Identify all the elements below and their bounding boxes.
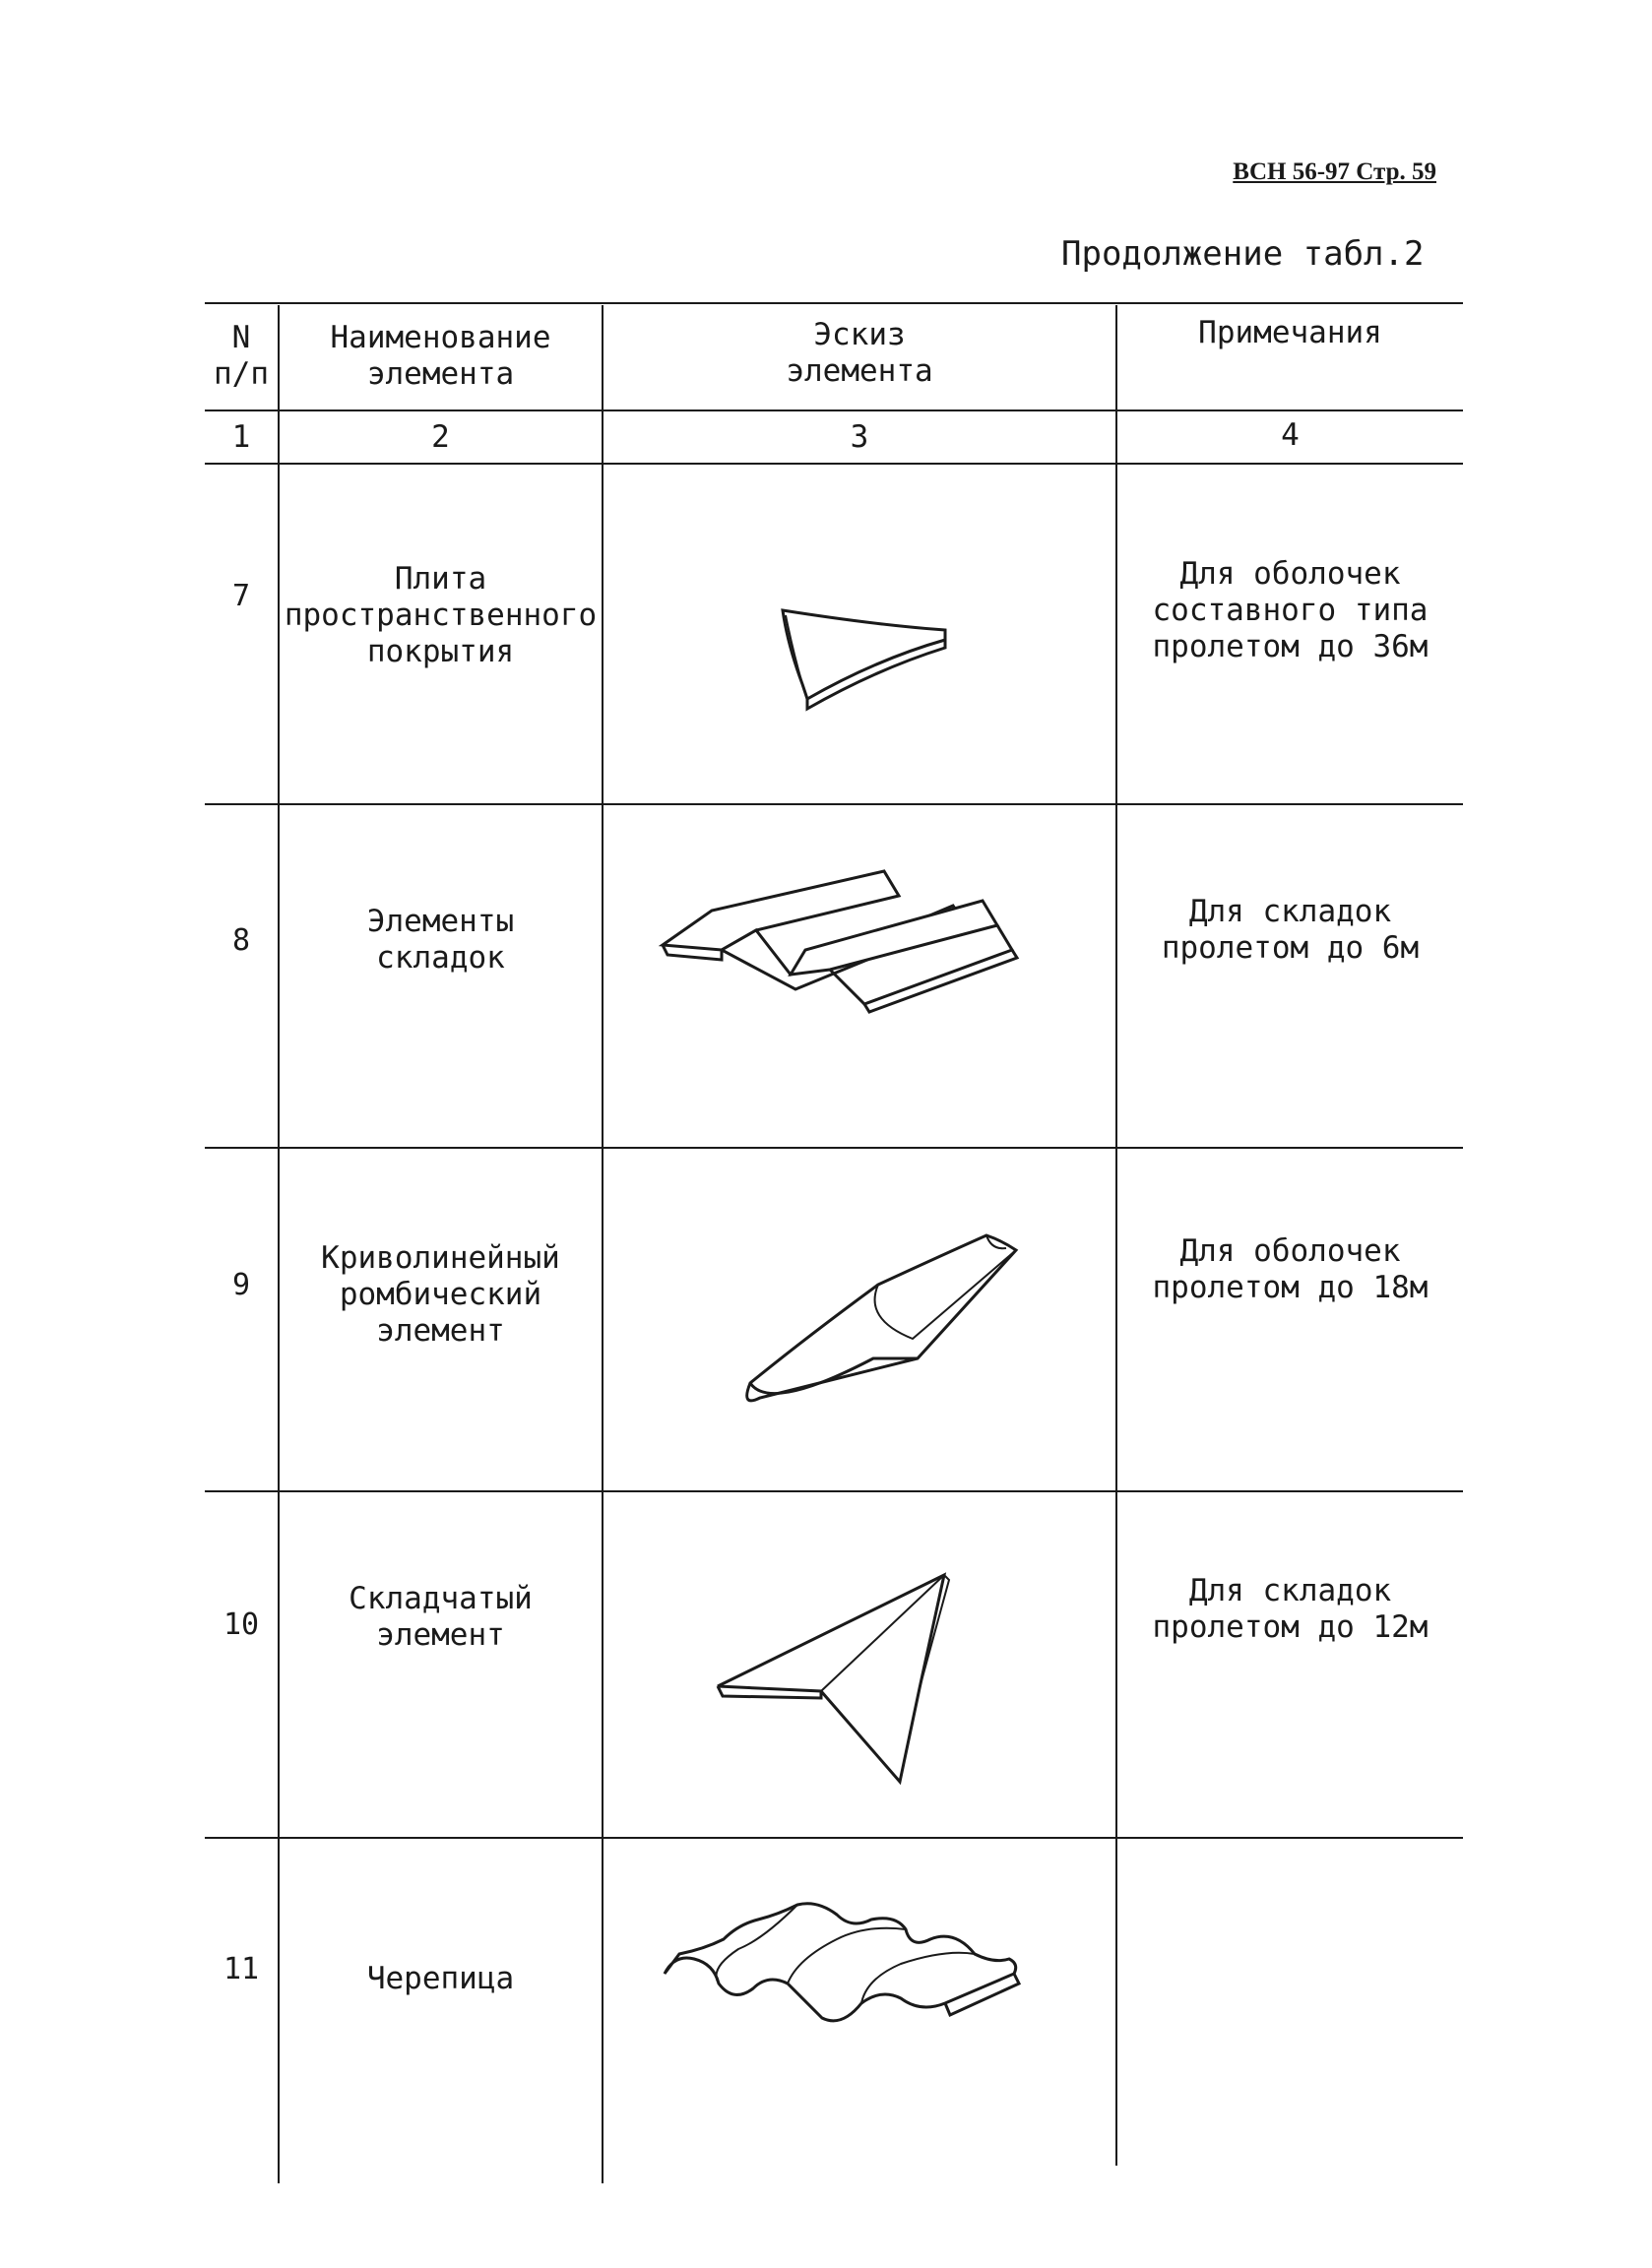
- document-reference: ВСН 56-97 Стр. 59: [1233, 158, 1436, 185]
- element-name: Плита пространственного покрытия: [284, 560, 598, 669]
- row-number: 11: [222, 1951, 260, 1986]
- element-note: Для складок пролетом до 12м: [1152, 1573, 1429, 1645]
- element-name: Черепица: [366, 1960, 515, 1996]
- element-note: [1117, 1929, 1463, 1988]
- element-note: Для оболочек пролетом до 18м: [1152, 1233, 1429, 1305]
- row-number: 10: [222, 1606, 260, 1642]
- column-index-3: 3: [850, 418, 869, 455]
- column-header-number: N п/п: [214, 320, 269, 392]
- row-number: 9: [231, 1267, 251, 1302]
- row-number: 7: [231, 578, 251, 613]
- element-name: Криволинейный ромбический элемент: [321, 1239, 560, 1349]
- row-number: 8: [231, 922, 251, 958]
- element-name: Складчатый элемент: [349, 1581, 533, 1653]
- column-header-notes: Примечания: [1198, 315, 1382, 350]
- column-index-1: 1: [231, 418, 251, 455]
- column-index-4: 4: [1281, 416, 1300, 453]
- column-header-sketch: Эскиз элемента: [786, 317, 933, 389]
- curved-shell-plate-icon: [768, 591, 985, 723]
- folded-element-icon: [713, 1570, 959, 1791]
- table-continuation-label: Продолжение табл.2: [1061, 234, 1425, 274]
- roof-tile-icon: [660, 1895, 1034, 2047]
- column-header-name: Наименование элемента: [330, 320, 551, 392]
- column-index-2: 2: [431, 418, 450, 455]
- curved-rhombic-element-icon: [740, 1230, 1026, 1431]
- element-name: Элементы складок: [366, 904, 515, 976]
- folded-elements-icon: [658, 856, 1032, 1018]
- element-note: Для оболочек составного типа пролетом до 36м: [1152, 555, 1429, 664]
- element-note: Для складок пролетом до 6м: [1161, 894, 1420, 966]
